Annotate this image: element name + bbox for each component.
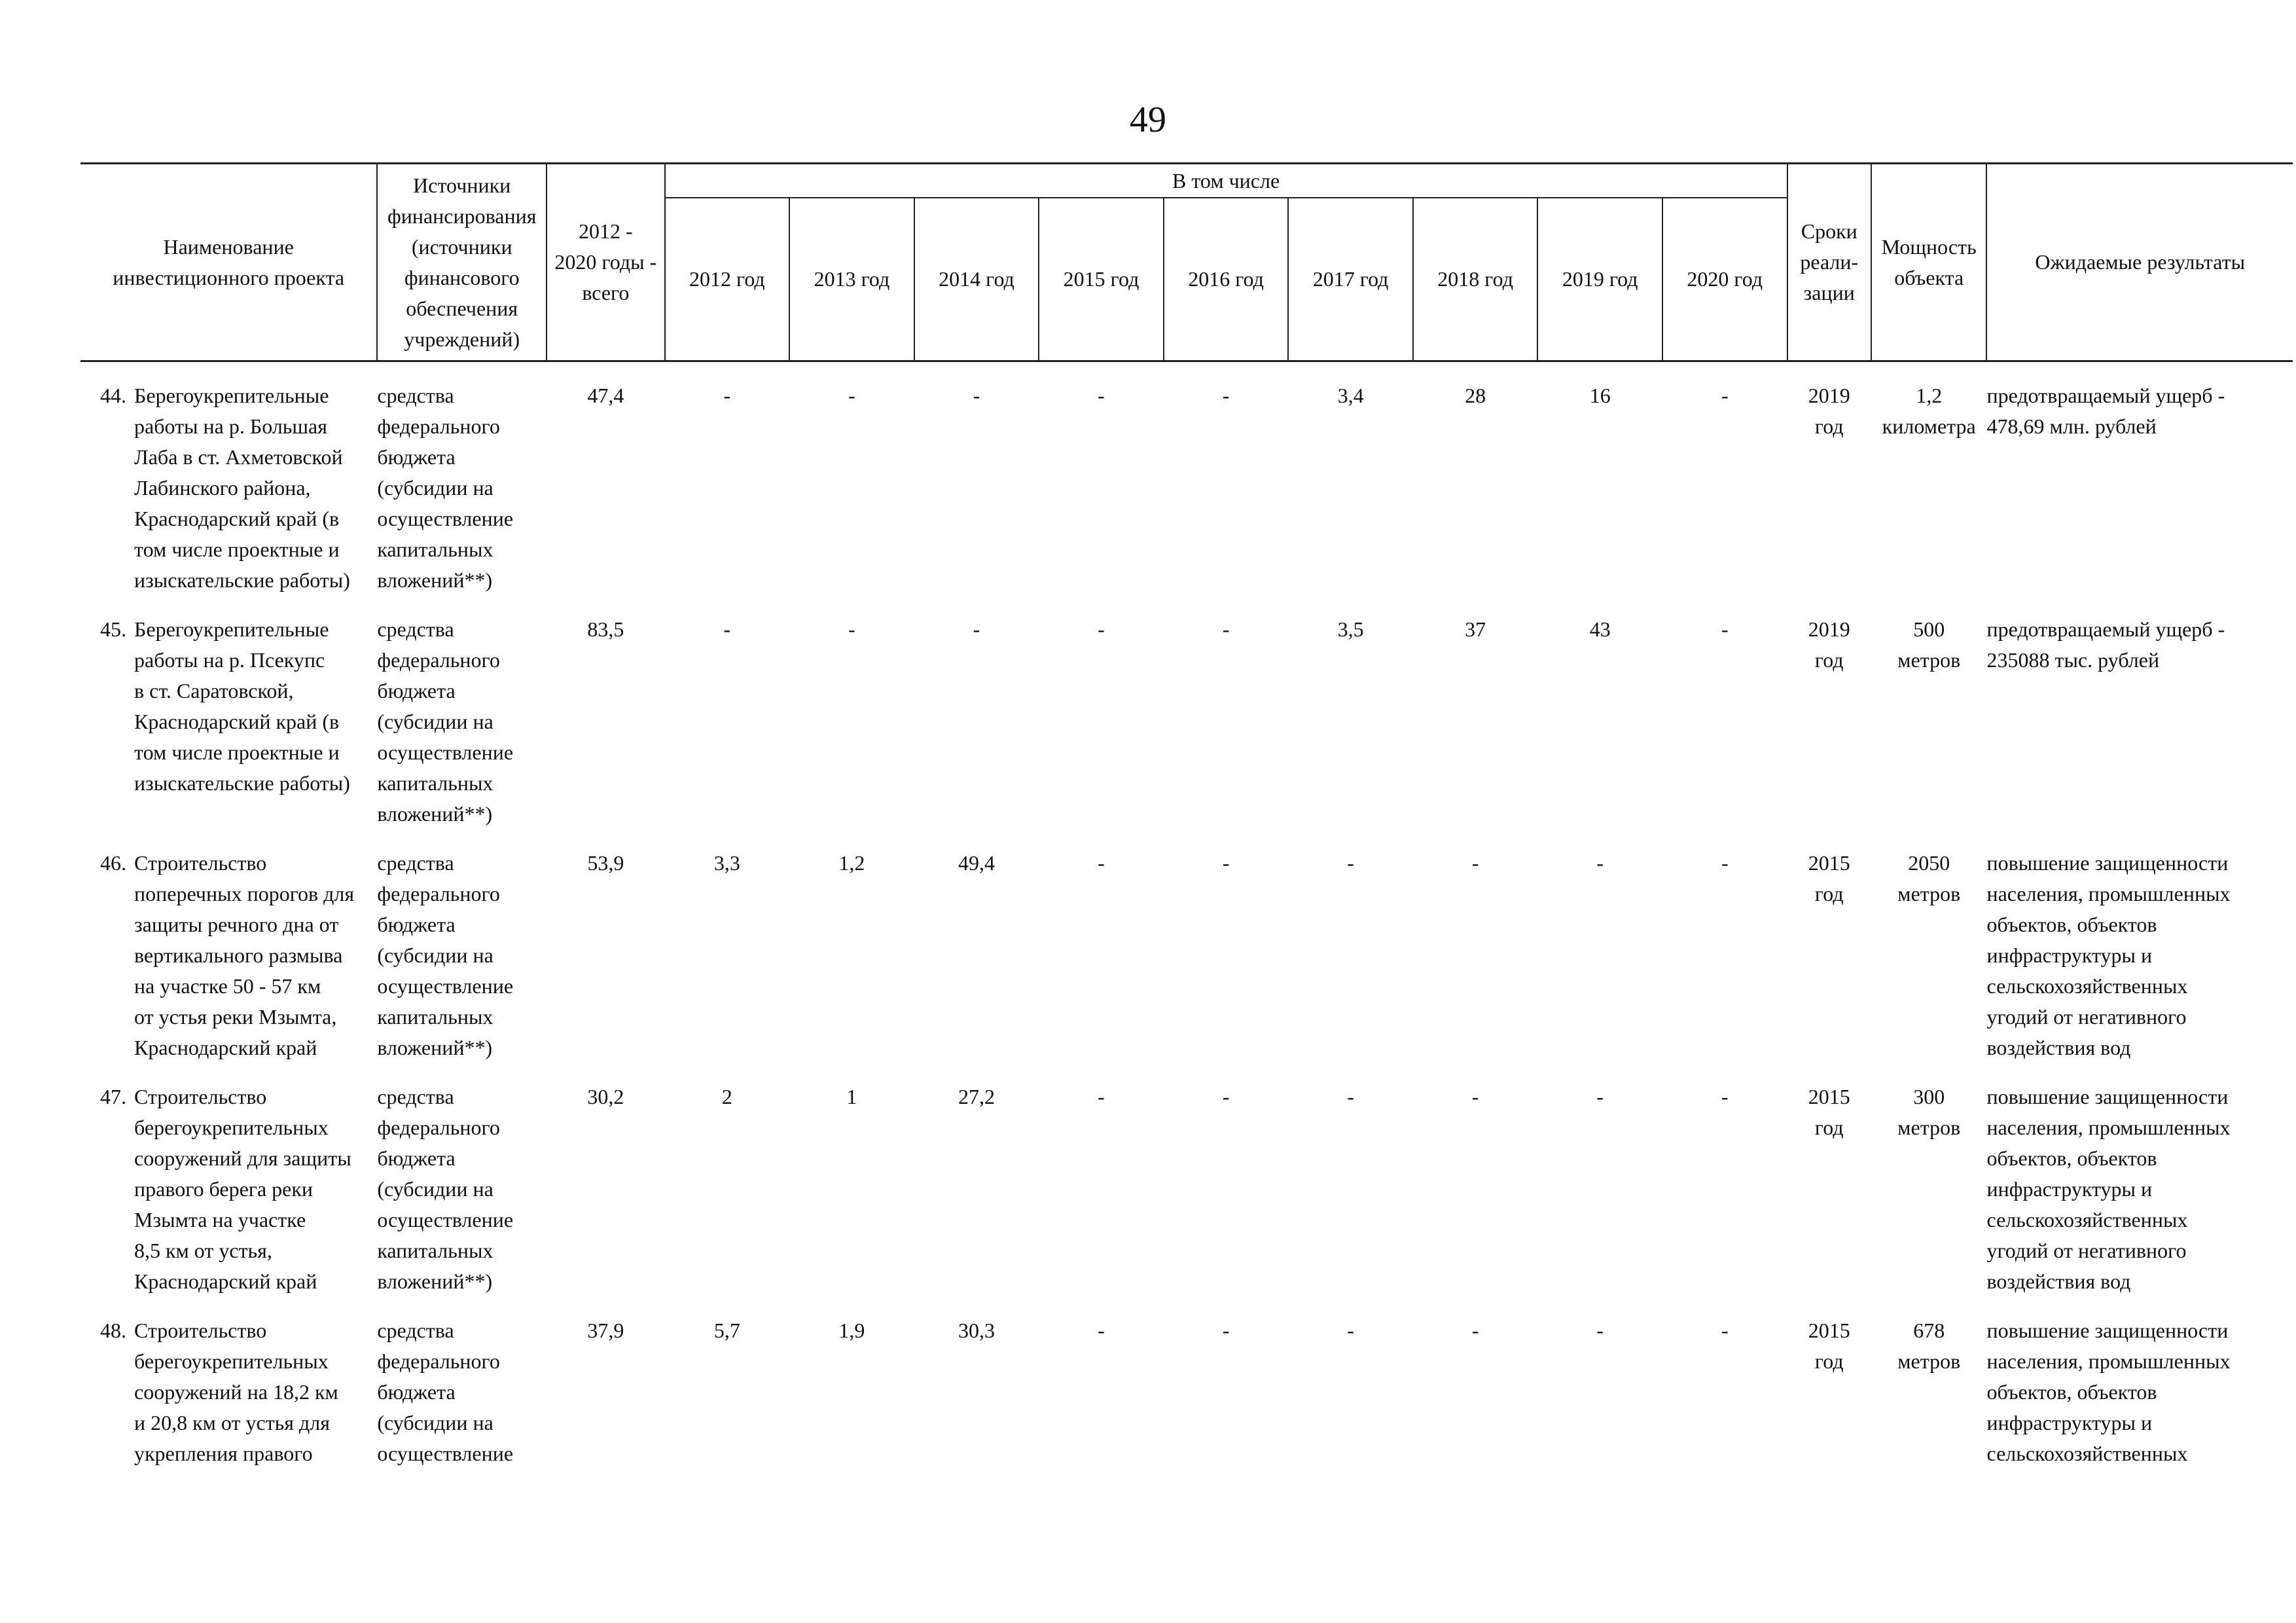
header-year: 2014 год [914,198,1039,361]
table-row [81,1297,2293,1469]
year-value-cell: - [1471,1319,1479,1342]
year-value-cell: 3,3 [713,851,740,875]
year-value-cell: - [1596,851,1604,875]
header-year: 2018 год [1413,198,1538,361]
capacity-cell: 2050 метров [1897,851,1961,905]
expected-result-cell: предотвращаемый ущерб - 235088 тыс. рублей [1986,617,2225,672]
header-year: 2012 год [665,198,790,361]
capacity-cell: 678 метров [1897,1319,1961,1373]
table-row [81,361,2293,596]
year-value-cell: - [1347,1085,1354,1108]
header-year: 2017 год [1288,198,1413,361]
header-expected-results: Ожидаемые результаты [1986,164,2293,361]
expected-result-cell: повышение защищенности населения, промышленных объектов, объектов инфраструктуры и сельскохозяйственных угодий от негативного воздействия вод [1986,1085,2231,1293]
project-name: Строительство берегоукрепительных сооружений на 18,2 км и 20,8 км от устья для укрепления правого [134,1319,338,1465]
year-value-cell: 43 [1589,617,1611,641]
funding-source-cell: средства федерального бюджета (субсидии на осуществление капитальных вложений**) [377,617,514,826]
table-header [81,164,2293,361]
project-name-cell [81,361,377,596]
investment-projects-table [81,162,2293,1469]
project-name-cell [81,596,377,830]
funding-source-cell: средства федерального бюджета (субсидии на осуществление капитальных вложений**) [377,384,514,592]
funding-source-cell: средства федерального бюджета (субсидии на осуществление капитальных вложений**) [377,851,514,1059]
year-value-cell: 16 [1589,384,1611,407]
project-name-cell [81,1063,377,1297]
total-cell: 53,9 [587,851,624,875]
table-row [81,1063,2293,1297]
term-cell: 2015 год [1808,1319,1850,1373]
header-year: 2015 год [1039,198,1164,361]
header-including: В том числе [665,164,1787,198]
year-value-cell: - [1596,1319,1604,1342]
capacity-cell: 1,2 километра [1882,384,1976,438]
project-name-cell [81,830,377,1063]
year-value-cell: 3,5 [1337,617,1364,641]
year-value-cell: - [848,384,855,407]
expected-result-cell: предотвращаемый ущерб - 478,69 млн. рублей [1986,384,2225,438]
year-value-cell: - [848,617,855,641]
header-year: 2020 год [1662,198,1787,361]
year-value-cell: - [973,384,980,407]
year-value-cell: - [1222,851,1230,875]
year-value-cell: - [1098,384,1105,407]
row-number: 45. [100,617,126,641]
year-value-cell: - [1098,617,1105,641]
term-cell: 2019 год [1808,617,1850,672]
year-value-cell: 28 [1465,384,1486,407]
year-value-cell: - [1471,1085,1479,1108]
year-value-cell: - [1098,851,1105,875]
year-value-cell: - [1222,617,1230,641]
funding-source-cell: средства федерального бюджета (субсидии на осуществление капитальных вложений**) [377,1085,514,1293]
term-cell: 2015 год [1808,851,1850,905]
year-value-cell: - [1347,851,1354,875]
year-value-cell: - [1721,1319,1729,1342]
year-value-cell: - [723,384,731,407]
year-value-cell: 27,2 [958,1085,995,1108]
expected-result-cell: повышение защищенности населения, промышленных объектов, объектов инфраструктуры и сельскохозяйственных [1986,1319,2231,1465]
header-year: 2016 год [1164,198,1289,361]
total-cell: 83,5 [587,617,624,641]
year-value-cell: 49,4 [958,851,995,875]
year-value-cell: - [1471,851,1479,875]
year-value-cell: - [1222,1319,1230,1342]
year-value-cell: - [973,617,980,641]
total-cell: 30,2 [587,1085,624,1108]
year-value-cell: - [1347,1319,1354,1342]
year-value-cell: 37 [1465,617,1486,641]
year-value-cell: - [1222,1085,1230,1108]
year-value-cell: - [1721,1085,1729,1108]
year-value-cell: 3,4 [1337,384,1364,407]
year-value-cell: 1,2 [838,851,865,875]
table-row [81,596,2293,830]
page-number: 49 [1130,100,1166,140]
capacity-cell: 500 метров [1897,617,1961,672]
header-terms: Сроки реали- зации [1787,164,1871,361]
header-total: 2012 - 2020 годы - всего [547,164,665,361]
year-value-cell: 1,9 [838,1319,865,1342]
capacity-cell: 300 метров [1897,1085,1961,1139]
header-project-name: Наименование инвестиционного проекта [81,164,377,361]
year-value-cell: - [1222,384,1230,407]
year-value-cell: - [1721,851,1729,875]
header-year: 2013 год [789,198,914,361]
row-number: 46. [100,851,126,875]
table-body [81,361,2293,1470]
project-name: Строительство поперечных порогов для защиты речного дна от вертикального размыва на участке 50 - 57 км от устья реки Мзымта, Краснодарский край [134,851,355,1059]
project-name: Строительство берегоукрепительных сооружений для защиты правого берега реки Мзымта на участке 8,5 км от устья, Краснодарский край [134,1085,351,1293]
term-cell: 2015 год [1808,1085,1850,1139]
expected-result-cell: повышение защищенности населения, промышленных объектов, объектов инфраструктуры и сельскохозяйственных угодий от негативного воздействия вод [1986,851,2231,1059]
year-value-cell: 1 [846,1085,857,1108]
year-value-cell: - [1098,1085,1105,1108]
project-name-cell [81,1297,377,1469]
year-value-cell: 5,7 [713,1319,740,1342]
year-value-cell: - [1098,1319,1105,1342]
project-name: Берегоукрепительные работы на р. Псекупс в ст. Саратовской, Краснодарский край (в том числе проектные и изыскательские работы) [134,617,350,795]
year-value-cell: 2 [721,1085,732,1108]
row-number: 47. [100,1085,126,1108]
total-cell: 37,9 [587,1319,624,1342]
header-funding-sources: Источники финансирования (источники финансового обеспечения учреждений) [377,164,547,361]
year-value-cell: - [1596,1085,1604,1108]
row-number: 44. [100,384,126,407]
table-row [81,830,2293,1063]
term-cell: 2019 год [1808,384,1850,438]
row-number: 48. [100,1319,126,1342]
year-value-cell: - [1721,617,1729,641]
year-value-cell: 30,3 [958,1319,995,1342]
year-value-cell: - [723,617,731,641]
funding-source-cell: средства федерального бюджета (субсидии на осуществление [377,1319,514,1465]
header-year: 2019 год [1537,198,1662,361]
total-cell: 47,4 [587,384,624,407]
project-name: Берегоукрепительные работы на р. Большая Лаба в ст. Ахметовской Лабинского района, Краснодарский край (в том числе проектные и изыскательские работы) [134,384,350,592]
year-value-cell: - [1721,384,1729,407]
header-capacity: Мощность объекта [1871,164,1987,361]
